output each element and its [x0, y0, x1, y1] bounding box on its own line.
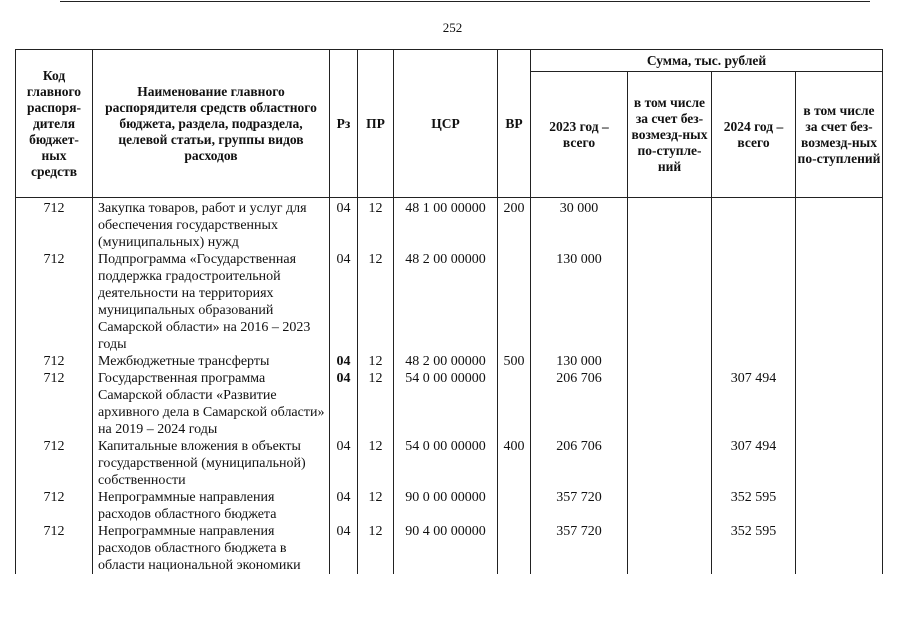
table-row — [16, 251, 883, 353]
cell-2024: 307 494 — [712, 370, 796, 438]
header-2023-free: в том числе за счет без-возмезд-ных по-ступле-ний — [628, 72, 712, 198]
cell-2024 — [712, 251, 796, 353]
cell-code: 712 — [16, 370, 93, 438]
cell-2023-free — [628, 251, 712, 353]
cell-2023-free — [628, 198, 712, 252]
header-name: Наименование главного распорядителя средств областного бюджета, раздела, подраздела, целевой статьи, группы видов расходов — [93, 50, 330, 198]
page-number: 252 — [442, 20, 463, 35]
header-2024-free: в том числе за счет без-возмезд-ных по-ступлений — [796, 72, 883, 198]
cell-pr: 12 — [358, 198, 394, 252]
table-row — [16, 438, 883, 489]
cell-pr: 12 — [358, 523, 394, 574]
cell-code: 712 — [16, 489, 93, 523]
cell-name: Подпрограмма «Государственная поддержка градостроительной деятельности на территориях муниципальных образований Самарской области» на 2016 – 2023 годы — [93, 251, 330, 353]
header-vr: ВР — [498, 50, 531, 198]
header-pr: ПР — [358, 50, 394, 198]
cell-2024: 352 595 — [712, 523, 796, 574]
cell-pr: 12 — [358, 489, 394, 523]
cell-2023: 30 000 — [531, 198, 628, 252]
cell-code: 712 — [16, 523, 93, 574]
cell-2023: 206 706 — [531, 438, 628, 489]
cell-code: 712 — [16, 198, 93, 252]
table-row — [16, 523, 883, 574]
cell-vr: 500 — [498, 353, 531, 370]
cell-rz: 04 — [330, 438, 358, 489]
cell-2024 — [712, 353, 796, 370]
cell-name: Капитальные вложения в объекты государственной (муниципальной) собственности — [93, 438, 330, 489]
cell-2024-free — [796, 438, 883, 489]
header-code: Код главного распоря-дителя бюджет-ных средств — [16, 50, 93, 198]
cell-rz: 04 — [330, 489, 358, 523]
cell-csr: 48 2 00 00000 — [394, 353, 498, 370]
cell-rz: 04 — [330, 523, 358, 574]
cell-2024-free — [796, 523, 883, 574]
cell-2023: 357 720 — [531, 489, 628, 523]
cell-2024-free — [796, 198, 883, 252]
cell-pr: 12 — [358, 438, 394, 489]
cell-name: Непрограммные направления расходов областного бюджета — [93, 489, 330, 523]
header-sum-group: Сумма, тыс. рублей — [531, 50, 883, 72]
cell-vr: 200 — [498, 198, 531, 252]
table-row — [16, 489, 883, 523]
cell-name: Государственная программа Самарской области «Развитие архивного дела в Самарской области» на 2019 – 2024 годы — [93, 370, 330, 438]
cell-name: Межбюджетные трансферты — [93, 353, 330, 370]
cell-code: 712 — [16, 353, 93, 370]
budget-table — [15, 49, 883, 574]
cell-csr: 90 4 00 00000 — [394, 523, 498, 574]
cell-2023-free — [628, 438, 712, 489]
cell-vr: 400 — [498, 438, 531, 489]
cell-2023: 130 000 — [531, 353, 628, 370]
cell-vr — [498, 370, 531, 438]
cell-2024: 307 494 — [712, 438, 796, 489]
cell-2024 — [712, 198, 796, 252]
cell-2024-free — [796, 370, 883, 438]
cell-csr: 90 0 00 00000 — [394, 489, 498, 523]
cell-2023-free — [628, 489, 712, 523]
cell-rz: 04 — [330, 251, 358, 353]
cell-2023: 357 720 — [531, 523, 628, 574]
top-rule — [60, 1, 870, 2]
header-2023-total: 2023 год – всего — [531, 72, 628, 198]
cell-pr: 12 — [358, 251, 394, 353]
table-row — [16, 353, 883, 370]
cell-csr: 48 2 00 00000 — [394, 251, 498, 353]
table-row — [16, 198, 883, 252]
cell-2024: 352 595 — [712, 489, 796, 523]
cell-rz: 04 — [330, 198, 358, 252]
cell-vr — [498, 523, 531, 574]
cell-code: 712 — [16, 438, 93, 489]
cell-2024-free — [796, 489, 883, 523]
cell-code: 712 — [16, 251, 93, 353]
cell-name: Закупка товаров, работ и услуг для обеспечения государственных (муниципальных) нужд — [93, 198, 330, 252]
cell-csr: 54 0 00 00000 — [394, 370, 498, 438]
cell-pr: 12 — [358, 370, 394, 438]
cell-name: Непрограммные направления расходов областного бюджета в области национальной экономики — [93, 523, 330, 574]
cell-vr — [498, 489, 531, 523]
cell-rz: 04 — [330, 370, 358, 438]
cell-2024-free — [796, 353, 883, 370]
cell-2023-free — [628, 353, 712, 370]
cell-2023-free — [628, 523, 712, 574]
cell-2023: 206 706 — [531, 370, 628, 438]
cell-csr: 54 0 00 00000 — [394, 438, 498, 489]
cell-2024-free — [796, 251, 883, 353]
cell-2023-free — [628, 370, 712, 438]
header-2024-total: 2024 год – всего — [712, 72, 796, 198]
header-csr: ЦСР — [394, 50, 498, 198]
cell-csr: 48 1 00 00000 — [394, 198, 498, 252]
cell-vr — [498, 251, 531, 353]
table-row — [16, 370, 883, 438]
cell-pr: 12 — [358, 353, 394, 370]
header-row-1 — [16, 50, 883, 72]
header-rz: Рз — [330, 50, 358, 198]
cell-2023: 130 000 — [531, 251, 628, 353]
cell-rz: 04 — [330, 353, 358, 370]
